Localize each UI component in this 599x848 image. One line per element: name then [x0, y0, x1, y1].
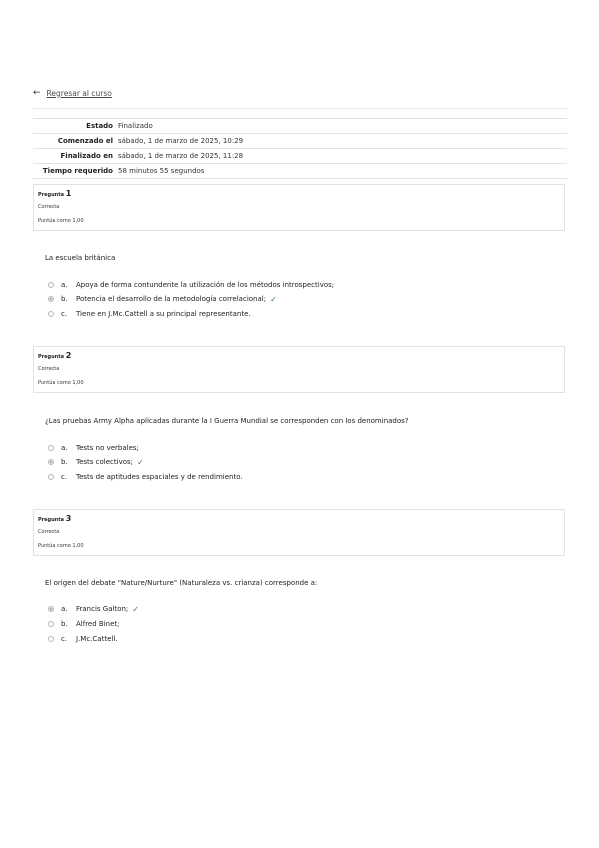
- question-text: La escuela británica: [45, 254, 116, 262]
- answer-option[interactable]: [48, 457, 144, 467]
- answer-option[interactable]: [48, 634, 118, 644]
- radio-button-selected[interactable]: [48, 606, 54, 612]
- summary-value: 58 minutos 55 segundos: [118, 164, 567, 179]
- question-info-box: [33, 184, 565, 231]
- radio-button-selected[interactable]: [48, 296, 54, 302]
- option-label: Alfred Binet;: [76, 620, 120, 628]
- summary-value: sábado, 1 de marzo de 2025, 11:28: [118, 149, 567, 164]
- option-letter: a.: [61, 444, 68, 452]
- option-label: Tests de aptitudes espaciales y de rendimiento.: [76, 473, 243, 481]
- summary-row: [33, 134, 567, 149]
- answer-option[interactable]: [48, 294, 277, 304]
- radio-button[interactable]: [48, 636, 54, 642]
- option-letter: c.: [61, 635, 68, 643]
- radio-button[interactable]: [48, 474, 54, 480]
- summary-value: sábado, 1 de marzo de 2025, 10:29: [118, 134, 567, 149]
- question-grade: Puntúa como 1,00: [38, 543, 84, 549]
- answer-option[interactable]: [48, 619, 120, 629]
- question-info-box: [33, 509, 565, 556]
- option-label: Francis Galton;: [76, 605, 129, 613]
- summary-row: [33, 164, 567, 179]
- answer-option[interactable]: [48, 280, 334, 290]
- question-state: Correcta: [38, 529, 60, 535]
- back-to-course-label: Regresar al curso: [46, 88, 112, 98]
- summary-key: Comenzado el: [33, 134, 118, 149]
- question-info-box: [33, 346, 565, 393]
- option-letter: b.: [61, 458, 68, 466]
- back-to-course-link[interactable]: [33, 88, 112, 98]
- option-letter: c.: [61, 310, 68, 318]
- check-icon: ✓: [137, 457, 144, 467]
- option-label: Apoya de forma contundente la utilización de los métodos introspectivos;: [76, 281, 335, 289]
- option-label: Potencia el desarrollo de la metodología correlacional;: [76, 295, 267, 303]
- question-number: Pregunta 1: [38, 189, 72, 198]
- question-state: Correcta: [38, 366, 60, 372]
- summary-key: Estado: [33, 119, 118, 134]
- summary-key: Tiempo requerido: [33, 164, 118, 179]
- question-state: Correcta: [38, 204, 60, 210]
- radio-button-selected[interactable]: [48, 459, 54, 465]
- attempt-summary-table: [33, 118, 567, 179]
- radio-button[interactable]: [48, 311, 54, 317]
- arrow-left-icon: ←: [33, 88, 41, 98]
- answer-option[interactable]: [48, 604, 139, 614]
- radio-button[interactable]: [48, 445, 54, 451]
- question-grade: Puntúa como 1,00: [38, 380, 84, 386]
- option-label: Tests colectivos;: [76, 458, 134, 466]
- answer-option[interactable]: [48, 443, 139, 453]
- summary-row: [33, 119, 567, 134]
- option-letter: c.: [61, 473, 68, 481]
- option-label: J.Mc.Cattell.: [76, 635, 118, 643]
- summary-value: Finalizado: [118, 119, 567, 134]
- option-letter: b.: [61, 620, 68, 628]
- question-text: ¿Las pruebas Army Alpha aplicadas durante la I Guerra Mundial se corresponden con los denominados?: [45, 417, 409, 425]
- question-grade: Puntúa como 1,00: [38, 218, 84, 224]
- option-letter: b.: [61, 295, 68, 303]
- divider: [33, 108, 567, 109]
- check-icon: ✓: [132, 604, 139, 614]
- option-label: Tests no verbales;: [76, 444, 139, 452]
- summary-row: [33, 149, 567, 164]
- summary-key: Finalizado en: [33, 149, 118, 164]
- answer-option[interactable]: [48, 472, 243, 482]
- question-text: El origen del debate "Nature/Nurture" (Naturaleza vs. crianza) corresponde a:: [45, 579, 318, 587]
- option-letter: a.: [61, 605, 68, 613]
- question-number: Pregunta 2: [38, 351, 72, 360]
- question-number: Pregunta 3: [38, 514, 72, 523]
- option-label: Tiene en J.Mc.Cattell a su principal representante.: [76, 310, 251, 318]
- answer-option[interactable]: [48, 309, 251, 319]
- radio-button[interactable]: [48, 621, 54, 627]
- radio-button[interactable]: [48, 282, 54, 288]
- option-letter: a.: [61, 281, 68, 289]
- check-icon: ✓: [270, 294, 277, 304]
